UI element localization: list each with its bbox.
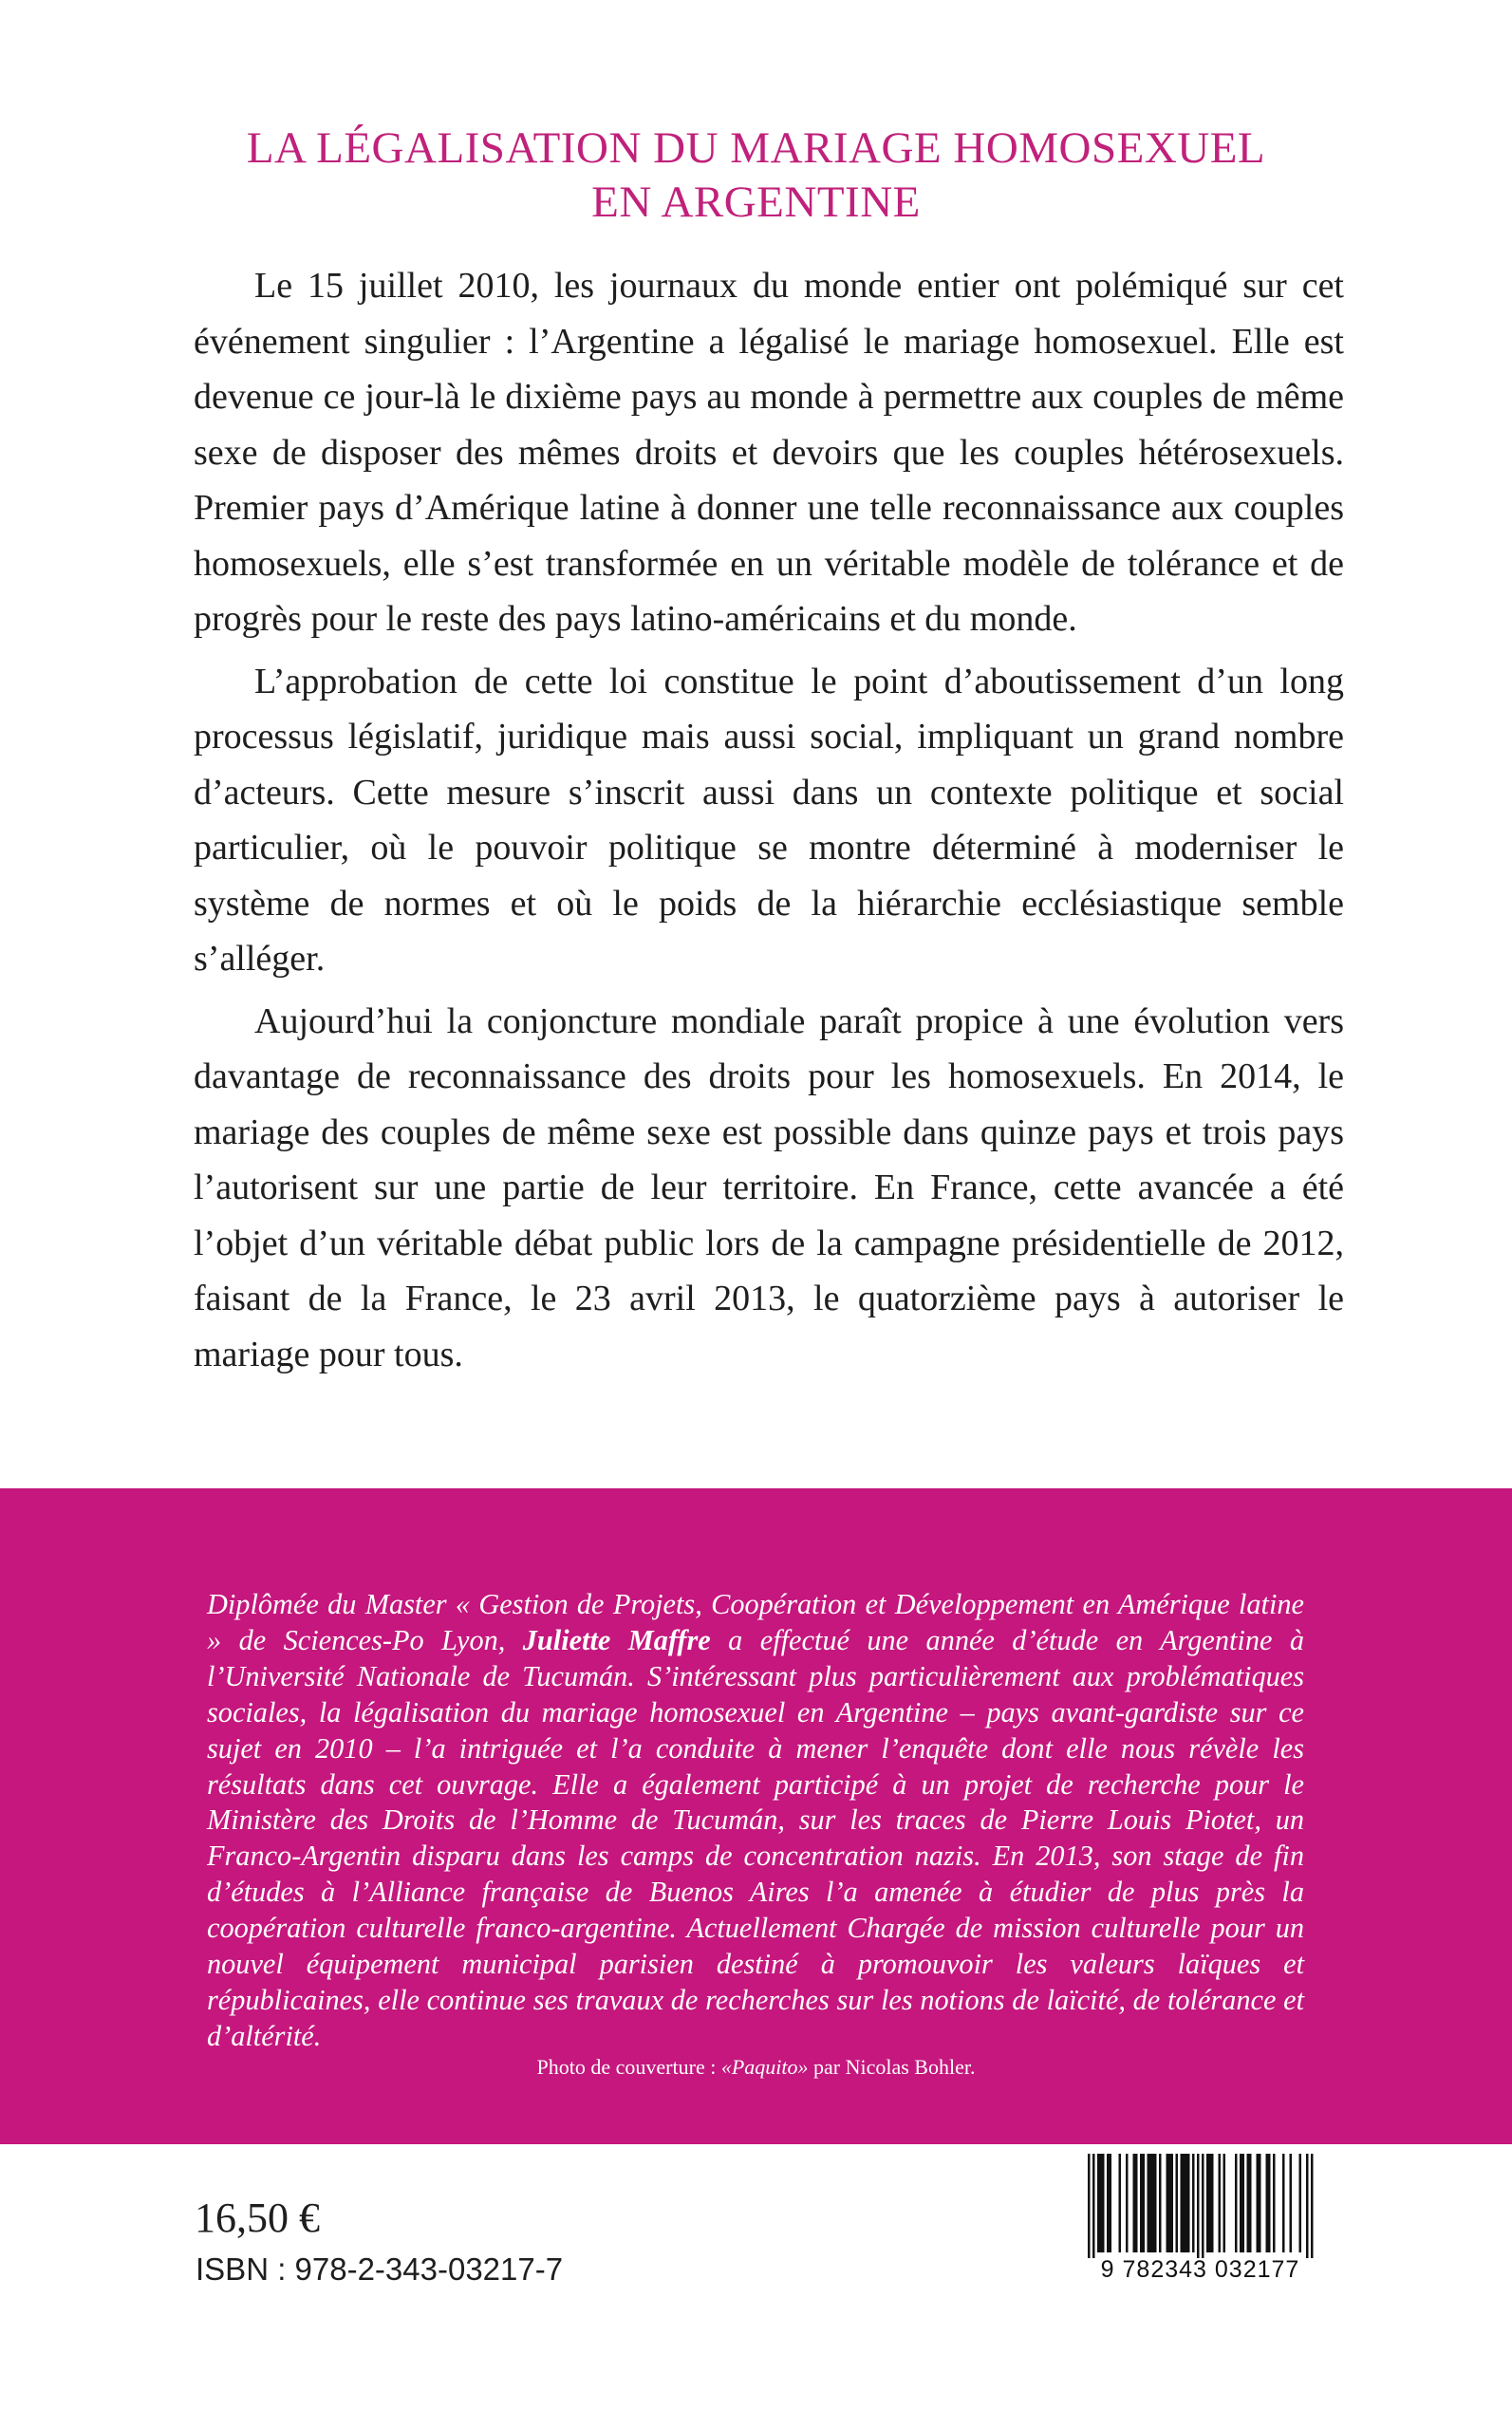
barcode-bar (1140, 2154, 1143, 2252)
barcode-bar (1092, 2154, 1095, 2258)
barcode-bar (1110, 2154, 1112, 2252)
barcode-bar (1176, 2154, 1179, 2252)
book-title-line-1: LA LÉGALISATION DU MARIAGE HOMOSEXUEL (246, 123, 1266, 173)
photo-credit-prefix: Photo de couverture : (536, 2055, 721, 2079)
barcode-bar (1100, 2154, 1103, 2252)
barcode-bar (1192, 2154, 1195, 2252)
barcode-bar (1167, 2154, 1169, 2252)
synopsis-paragraph-2: L’approbation de cette loi constitue le point d’aboutissement d’un long processus législatif, juridique mais aussi social, impliquant un grand nombre d’acteurs. Cette mesure s’inscrit aussi dans un contexte politique et social particulier, où le pouvoir politique se montre déterminé à moderniser le système de normes et où le poids de la hiérarchie ecclésiastique semble s’alléger. (194, 661, 1344, 979)
barcode-bar (1247, 2154, 1250, 2252)
barcode-bar (1097, 2154, 1100, 2252)
barcode-bar (1240, 2154, 1242, 2252)
photo-credit-work: «Paquito» (720, 2055, 809, 2079)
barcode-bar (1257, 2154, 1260, 2252)
barcode-bar (1282, 2154, 1285, 2252)
barcode-bar (1223, 2154, 1226, 2252)
barcode-bar (1171, 2154, 1174, 2252)
barcode-bar (1211, 2154, 1214, 2252)
barcode-bar (1197, 2154, 1200, 2258)
barcode-bar (1266, 2154, 1269, 2252)
barcode-bar (1107, 2154, 1110, 2252)
barcode-bar (1149, 2154, 1152, 2252)
barcode-bar (1242, 2154, 1245, 2252)
barcode-bar (1273, 2154, 1276, 2252)
barcode-bar (1143, 2154, 1146, 2252)
barcode-bar (1154, 2154, 1157, 2252)
synopsis-paragraph-1: Le 15 juillet 2010, les journaux du monde entier ont polémiqué sur cet événement singulier : l’Argentine a légalisé le mariage homosexuel. Elle est devenue ce jour-là le dixième pays au monde à permettre aux couples de même sexe de disposer des mêmes droits et devoirs que les couples hétérosexuels. Premier pays d’Amérique latine à donner une telle reconnaissance aux couples homosexuels, elle s’est transformée en un véritable modèle de tolérance et de progrès pour le reste des pays latino-américains et du monde. (194, 266, 1344, 639)
barcode-bar (1152, 2154, 1155, 2252)
synopsis (194, 258, 1344, 1389)
barcode-bar (1306, 2154, 1309, 2258)
barcode-bar (1209, 2154, 1212, 2252)
barcode (1075, 2149, 1325, 2318)
barcode-bar (1159, 2154, 1162, 2252)
barcode-bar (1219, 2154, 1222, 2252)
bio-intro: Diplômée du Master « Gestion de Projets, Coopération et Développement en Amérique latine » de Sciences-Po Lyon, (207, 1588, 1304, 1656)
barcode-bar (1102, 2154, 1105, 2252)
barcode-bar (1299, 2154, 1302, 2252)
barcode-digits: 9 782343 032177 (1100, 2256, 1300, 2283)
book-title (114, 121, 1398, 230)
barcode-bar (1290, 2154, 1293, 2252)
barcode-bar (1259, 2154, 1261, 2252)
barcode-bar (1187, 2154, 1190, 2252)
barcode-bar (1249, 2154, 1252, 2252)
barcode-bars (1086, 2154, 1315, 2258)
barcode-bar (1133, 2154, 1136, 2252)
barcode-bar (1202, 2154, 1204, 2258)
barcode-bar (1183, 2154, 1185, 2252)
barcode-bar (1311, 2154, 1314, 2258)
photo-credit-suffix: par Nicolas Bohler. (808, 2055, 976, 2079)
bio-body: a effectué une année d’étude en Argentine à l’Université Nationale de Tucumán. S’intéressant plus particulièrement aux problématiques sociales, la légalisation du mariage homosexuel en Argentine – pays avant-gardiste sur ce sujet en 2010 – l’a intriguée et l’a conduite à mener l’enquête dont elle nous révèle les résultats dans cet ouvrage. Elle a également participé à un projet de recherche pour le Ministère des Droits de l’Homme de Tucumán, sur les traces de Pierre Louis Piotet, un Franco-Argentin disparu dans les camps de concentration nazis. En 2013, son stage de fin d’études à l’Alliance française de Buenos Aires l’a amenée à étudier de plus près la coopération culturelle franco-argentine. Actuellement Chargée de mission culturelle pour un nouvel équipement municipal parisien destiné à promouvoir les valeurs laïques et républicaines, elle continue ses travaux de recherches sur les notions de laïcité, de tolérance et d’altérité. (207, 1623, 1304, 2052)
barcode-bar (1148, 2154, 1150, 2252)
author-biography (207, 1587, 1304, 2055)
book-title-line-2: EN ARGENTINE (591, 177, 921, 227)
barcode-bar (1185, 2154, 1188, 2252)
photo-credit (0, 2054, 1512, 2081)
barcode-bar (1235, 2154, 1238, 2252)
barcode-bar (1168, 2154, 1171, 2252)
barcode-bar (1135, 2154, 1138, 2252)
barcode-bar (1206, 2154, 1209, 2252)
author-name: Juliette Maffre (522, 1623, 711, 1656)
barcode-bar (1119, 2154, 1122, 2252)
isbn: ISBN : 978-2-343-03217-7 (196, 2251, 564, 2287)
barcode-bar (1088, 2154, 1091, 2258)
price: 16,50 € (195, 2195, 320, 2241)
barcode-bar (1126, 2154, 1129, 2252)
barcode-bar (1268, 2154, 1271, 2252)
barcode-bar (1181, 2154, 1184, 2252)
synopsis-paragraph-3: Aujourd’hui la conjoncture mondiale paraît propice à une évolution vers davantage de reconnaissance des droits pour les homosexuels. En 2014, le mariage des couples de même sexe est possible dans quinze pays et trois pays l’autorisent sur une partie de leur territoire. En France, cette avancée a été l’objet d’un véritable débat public lors de la campagne présidentielle de 2012, faisant de la France, le 23 avril 2013, le quatorzième pays à autoriser le mariage pour tous. (194, 1000, 1344, 1374)
